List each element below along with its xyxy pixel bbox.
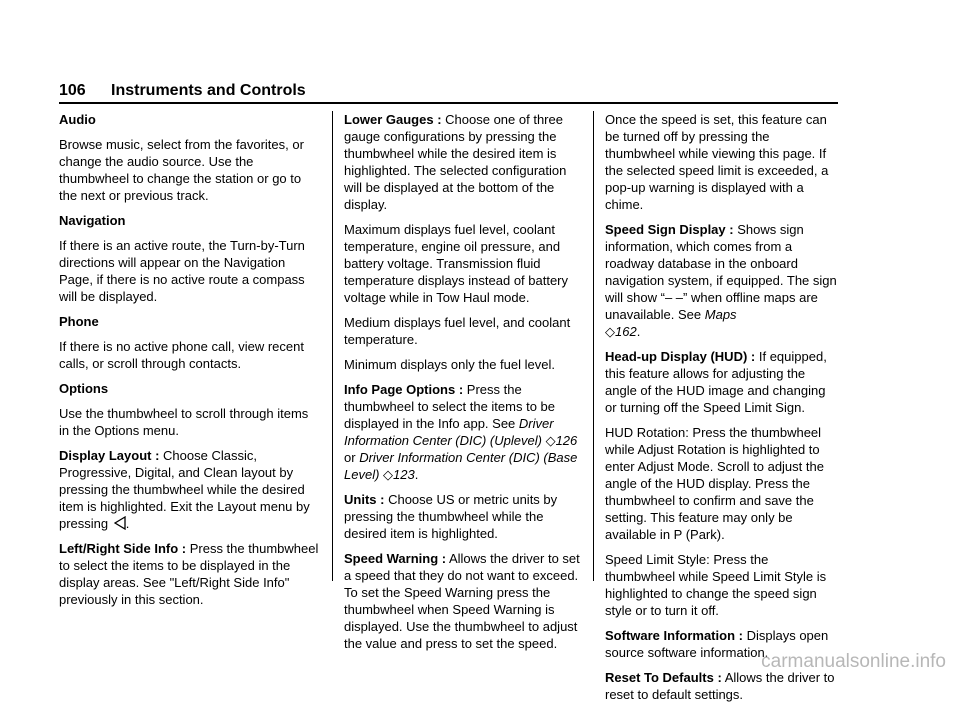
info-page-text: Press the thumbwheel to select the items to be displayed in the Info app. See (344, 382, 556, 431)
reset-term: Reset To Defaults : (605, 670, 722, 685)
speed-sign-text: Shows sign information, which comes from a roadway database in the onboard navigation system, if equipped. The sign will show “– –” when offline maps are unavailable. See (605, 222, 837, 322)
dic-base-link[interactable]: Driver Information Center (DIC) (Base Level) (344, 450, 578, 482)
navigation-paragraph: If there is an active route, the Turn-by-Turn directions will appear on the Navigation Page, if there is no active route a compass will be displayed. (59, 238, 305, 304)
speed-warning-entry (344, 550, 582, 652)
column-2 (344, 111, 582, 660)
page-reference-icon: ◇ (605, 324, 615, 339)
display-layout-text: Choose Classic, Progressive, Digital, and Clean layout by pressing the thumbwheel while the desired item is highlighted. Exit the Layout menu by pressing (59, 448, 310, 531)
units-term: Units : (344, 492, 385, 507)
reset-entry (605, 669, 839, 703)
speed-limit-style-paragraph: Speed Limit Style: Press the thumbwheel while Speed Limit Style is highlighted to change the speed sign style or to turn it off. (605, 552, 827, 618)
dic-uplevel-page[interactable]: 126 (555, 433, 578, 448)
side-info-text: Press the thumbwheel to select the items to be displayed in the display areas. See "Left/Right Side Info" previously in this section. (59, 541, 319, 607)
hud-text: If equipped, this feature allows for adjusting the angle of the HUD image and changing or turning off the Speed Limit Sign. (605, 349, 827, 415)
units-entry (344, 491, 582, 542)
speed-warning-term: Speed Warning : (344, 551, 447, 566)
side-info-entry (59, 540, 321, 608)
column-divider (332, 111, 333, 581)
units-text: Choose US or metric units by pressing the thumbwheel while the desired item is highlighted. (344, 492, 558, 541)
audio-heading: Audio (59, 112, 96, 127)
display-layout-entry: Display Layout : Choose Classic, Progressive, Digital, and Clean layout by pressing the thumbwheel while the desired item is highlighted. Exit the Layout menu by pressing . (59, 448, 310, 531)
options-heading: Options (59, 381, 109, 396)
speed-sign-term: Speed Sign Display : (605, 222, 734, 237)
minimum-paragraph: Minimum displays only the fuel level. (344, 357, 555, 372)
lower-gauges-term: Lower Gauges : (344, 112, 442, 127)
dic-base-page[interactable]: 123 (393, 467, 415, 482)
side-info-term: Left/Right Side Info : (59, 541, 187, 556)
display-layout-term: Display Layout : (59, 448, 160, 463)
phone-paragraph: If there is no active phone call, view recent calls, or scroll through contacts. (59, 339, 304, 371)
maps-page[interactable]: 162 (615, 324, 637, 339)
info-page-term: Info Page Options : (344, 382, 464, 397)
column-3 (605, 111, 839, 711)
software-text: Displays open source software information. (605, 628, 829, 660)
speed-warning-text: Allows the driver to set a speed that they do not want to exceed. To set the Speed Warning press the thumbwheel when Speed Warning is displayed. Use the thumbwheel to adjust the value and press to set the speed. (344, 551, 580, 651)
speed-sign-entry: Speed Sign Display : Shows sign information, which comes from a roadway database in the onboard navigation system, if equipped. The sign will show “– –” when offline maps are unavailable. See Maps ◇162. (605, 222, 837, 339)
hud-rotation-paragraph: HUD Rotation: Press the thumbwheel while Adjust Rotation is highlighted to enter Adjust Mode. Scroll to adjust the angle of the HUD display. Press the thumbwheel to confirm and save the setting. This feature may only be available in P (Park). (605, 425, 824, 542)
lower-gauges-entry (344, 111, 582, 213)
reset-text: Allows the driver to reset to default settings. (605, 670, 835, 702)
phone-heading: Phone (59, 314, 99, 329)
or-text: or (344, 450, 356, 465)
column-1 (59, 111, 321, 616)
medium-paragraph: Medium displays fuel level, and coolant temperature. (344, 315, 571, 347)
page-reference-icon: ◇ (383, 467, 394, 482)
software-term: Software Information : (605, 628, 743, 643)
navigation-heading: Navigation (59, 213, 126, 228)
column-divider (593, 111, 594, 581)
options-paragraph: Use the thumbwheel to scroll through items in the Options menu. (59, 406, 309, 438)
audio-paragraph: Browse music, select from the favorites, or change the audio source. Use the thumbwheel to change the station or go to the next or previous track. (59, 137, 304, 203)
watermark: carmanualsonline.info (761, 651, 946, 672)
back-triangle-icon (114, 516, 126, 530)
hud-entry (605, 348, 839, 416)
hud-term: Head-up Display (HUD) : (605, 349, 756, 364)
lower-gauges-text: Choose one of three gauge configurations by pressing the thumbwheel while the desired item is highlighted. The selected configuration will be displayed at the bottom of the display. (344, 112, 567, 212)
page-header (59, 80, 838, 104)
page-reference-icon: ◇ (545, 433, 556, 448)
maximum-paragraph: Maximum displays fuel level, coolant temperature, engine oil pressure, and battery voltage. Transmission fluid temperature displays instead of battery voltage while in Tow Haul mode. (344, 222, 569, 305)
maps-link[interactable]: Maps (704, 307, 737, 322)
info-page-entry: Info Page Options : Press the thumbwheel to select the items to be displayed in the Info app. See Driver Information Center (DIC) (Uplevel) ◇126 or Driver Information Center (DIC) (Base Level) ◇123. (344, 382, 578, 482)
section-title: Instruments and Controls (111, 82, 306, 99)
page-number: 106 (59, 82, 86, 99)
speed-set-paragraph: Once the speed is set, this feature can be turned off by pressing the thumbwheel while viewing this page. If the selected speed limit is exceeded, a pop-up warning is displayed with a chime. (605, 112, 829, 212)
dic-uplevel-link[interactable]: Driver Information Center (DIC) (Uplevel) (344, 416, 554, 448)
